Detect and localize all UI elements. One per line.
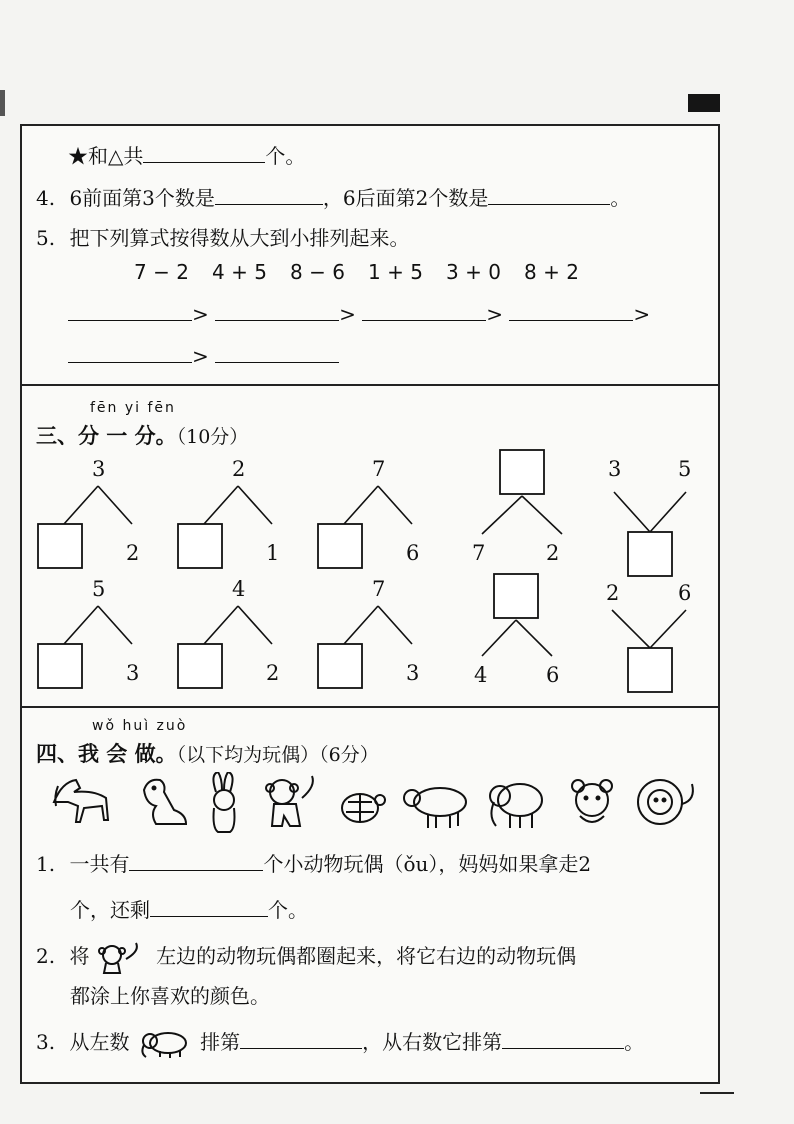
section-title: 四、我 会 做。 [36,741,177,766]
expression: 1 + 5 [368,260,423,284]
question-text: 6前面第3个数是 [69,186,215,210]
bond-number: 5 [92,577,106,601]
bond-number: 3 [126,661,140,685]
question-2-continued [70,980,270,1009]
bond-number: 4 [474,663,488,687]
answer-box[interactable] [628,532,672,576]
bond-number: 3 [92,457,106,481]
question-text: 左边的动物玩偶都圈起来，将它右边的动物玩偶 [156,944,577,968]
answer-box[interactable] [500,450,544,494]
question-number: 1. [36,852,56,876]
bond-number: 2 [232,457,246,481]
expression: 3 + 0 [446,260,501,284]
answer-blank[interactable] [240,1030,362,1049]
question-text: 从左数 [69,1030,130,1054]
elephant-icon [136,1029,194,1059]
section-heading [36,420,248,450]
answer-blank[interactable] [68,344,192,363]
bond-number: 7 [372,457,386,481]
number-bond-area [22,448,718,698]
elephant-icon[interactable] [490,784,542,828]
greater-than-sign: > [192,302,209,326]
bond-number: 4 [232,577,246,601]
question-number: 2. [36,944,56,968]
monkey-icon [96,941,150,975]
expression: 8 + 2 [524,260,579,284]
question-number: 3. [36,1030,56,1054]
question-text: 都涂上你喜欢的颜色。 [70,984,270,1008]
question-star-triangle [68,140,305,169]
question-1-continued [70,894,308,923]
answer-blank[interactable] [362,302,486,321]
section-score: （10分） [176,426,249,448]
bond-number: 6 [678,581,692,605]
answer-box[interactable] [38,524,82,568]
section-heading [36,738,379,768]
answer-blank[interactable] [68,302,192,321]
section-split-numbers [22,386,718,708]
question-text: 排第 [200,1030,241,1054]
answer-blank[interactable] [215,344,339,363]
sheep-icon[interactable] [404,788,466,828]
greater-than-sign: > [633,302,651,326]
greater-than-sign: > [192,344,209,368]
question-text: 个，还剩 [70,898,150,922]
question-1 [36,848,591,877]
section-title: 三、分 一 分。 [36,423,177,448]
question-text: 个小动物玩偶（ǒu），妈妈如果拿走2 [263,852,592,876]
answer-box[interactable] [178,644,222,688]
page-corner-block [688,94,720,112]
horse-icon[interactable] [54,780,108,822]
answer-blank[interactable] [129,852,263,871]
turtle-icon[interactable] [342,794,385,822]
expression: 8 − 6 [290,260,345,284]
answer-box[interactable] [494,574,538,618]
page-bottom-dash [700,1092,734,1094]
bond-number: 3 [406,661,420,685]
answer-blank[interactable] [488,186,610,205]
bond-number: 5 [678,457,692,481]
bond-number: 3 [608,457,622,481]
monkey-icon[interactable] [266,776,313,826]
section-pinyin: fēn yi fēn [90,400,176,416]
question-text: 把下列算式按得数从大到小排列起来。 [69,226,410,250]
answer-box[interactable] [318,524,362,568]
question-text: 将 [69,944,90,968]
answer-blank[interactable] [509,302,633,321]
question-3 [36,1026,644,1059]
worksheet [20,124,720,1084]
question-number: 5. [36,226,56,250]
question-text: 一共有 [69,852,130,876]
bond-number: 2 [266,661,280,685]
answer-blank[interactable] [143,144,265,163]
greater-than-sign: > [339,302,356,326]
rabbit-icon[interactable] [213,772,234,832]
bond-number: 7 [472,541,486,565]
question-5 [36,222,409,251]
greater-than-sign: > [486,302,504,326]
animal-toy-row [44,772,704,836]
question-text: ，6后面第2个数是 [322,186,489,210]
answer-box[interactable] [178,524,222,568]
answer-blank[interactable] [502,1030,624,1049]
section-fill-in [22,126,718,386]
expression-list [134,260,602,284]
answer-blank[interactable] [215,302,339,321]
dog-icon[interactable] [144,780,186,824]
answer-box[interactable] [628,648,672,692]
question-text: 。 [624,1030,645,1054]
question-text: 个。 [265,144,306,168]
bear-icon[interactable] [572,780,612,822]
bond-number: 1 [266,541,280,565]
expression: 4 + 5 [212,260,267,284]
bond-number: 2 [546,541,560,565]
answer-blank[interactable] [150,898,268,917]
section-note: （以下均为玩偶）（6分） [176,744,379,766]
question-text: ★和△共 [68,144,144,168]
question-text: ，从右数它排第 [362,1030,503,1054]
bond-number: 6 [546,663,560,687]
answer-box[interactable] [38,644,82,688]
bond-number: 7 [372,577,386,601]
expression: 7 − 2 [134,260,189,284]
ordering-row-2 [68,344,339,368]
lion-icon[interactable] [638,780,693,824]
question-2 [36,940,576,975]
question-4 [36,182,630,211]
bond-number: 2 [606,581,620,605]
ordering-row-1 [68,302,650,326]
scan-edge-mark [0,90,5,116]
bond-number: 6 [406,541,420,565]
answer-box[interactable] [318,644,362,688]
question-text: 个。 [268,898,308,922]
answer-blank[interactable] [215,186,323,205]
section-i-can-do [22,708,718,1084]
section-pinyin: wǒ huì zuò [92,718,188,734]
question-number: 4. [36,186,56,210]
question-text: 。 [610,186,631,210]
bond-number: 2 [126,541,140,565]
